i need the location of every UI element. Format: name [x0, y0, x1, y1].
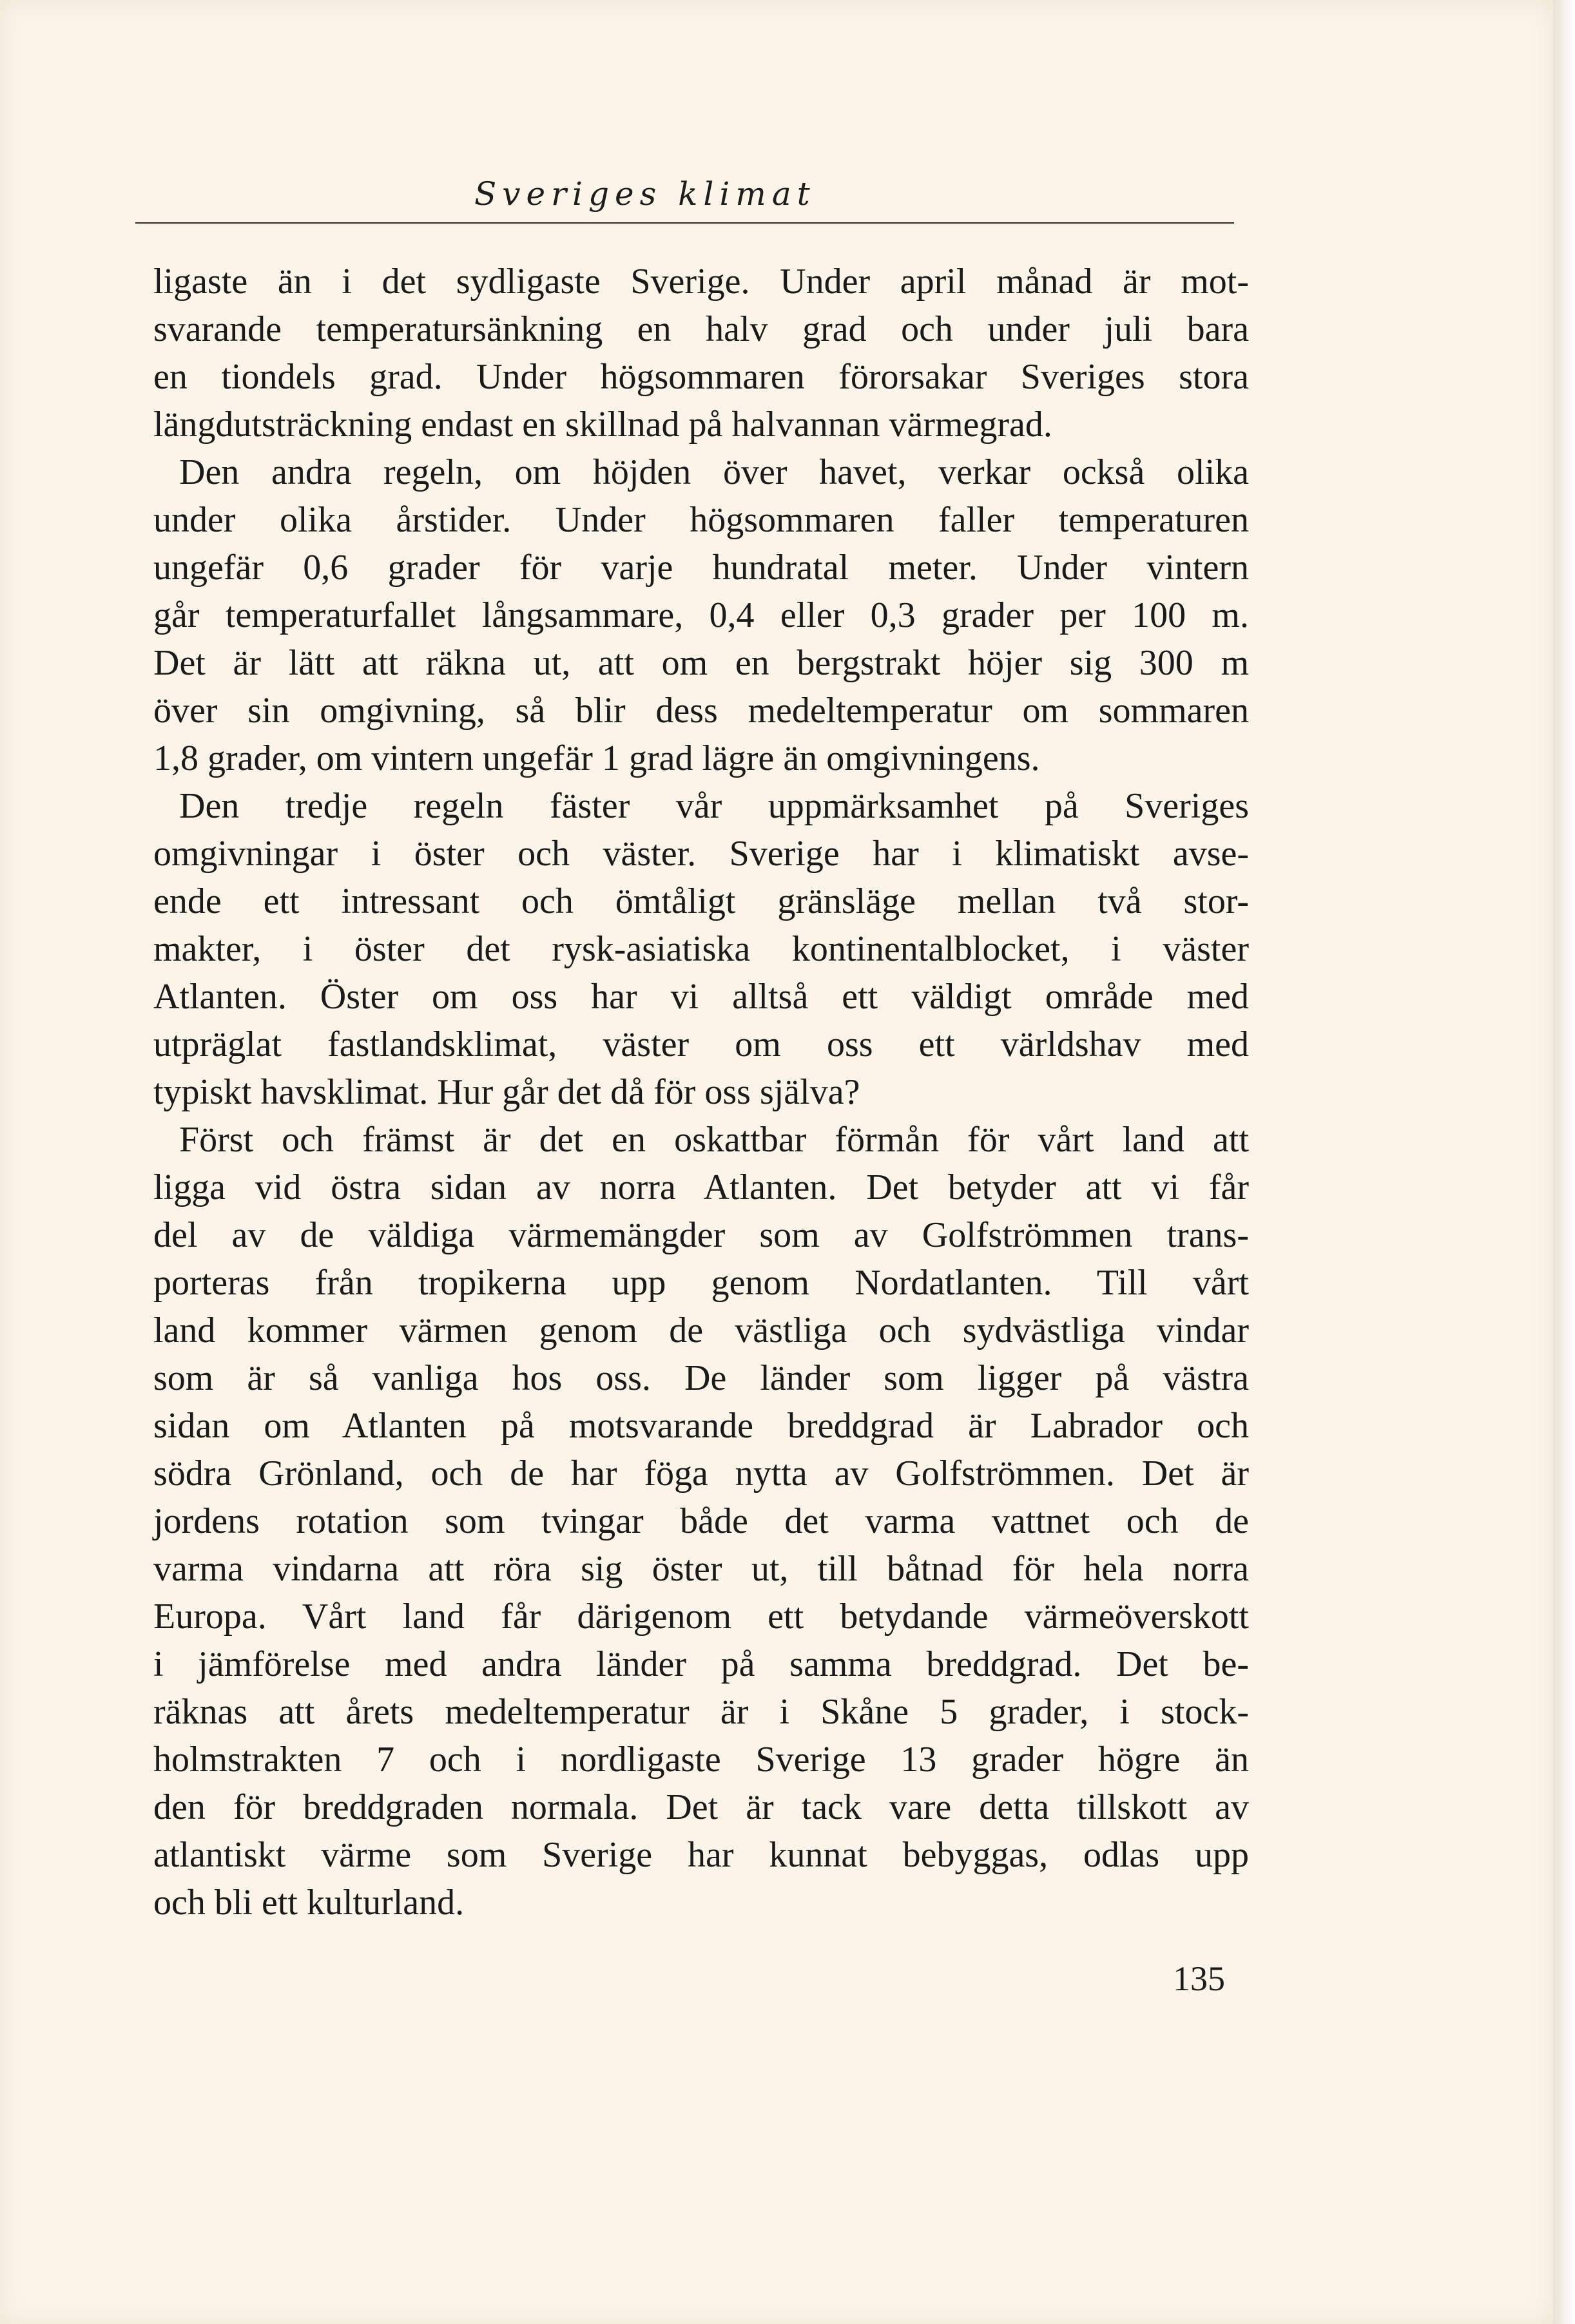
text-line: längdutsträckning endast en skillnad på halvannan värmegrad. [153, 405, 1052, 445]
text-line: under olika årstider. Under högsommaren faller temperaturen [153, 500, 1249, 540]
header-rule [135, 222, 1234, 224]
text-line: ende ett intressant och ömtåligt gränsläge mellan två stor- [153, 881, 1249, 921]
text-line: i jämförelse med andra länder på samma breddgrad. Det be- [153, 1644, 1249, 1684]
text-line: holmstrakten 7 och i nordligaste Sverige 13 grader högre än [153, 1740, 1249, 1780]
text-line: som är så vanliga hos oss. De länder som ligger på västra [153, 1358, 1249, 1398]
text-line: södra Grönland, och de har föga nytta av Golfströmmen. Det är [153, 1454, 1249, 1493]
text-line: Det är lätt att räkna ut, att om en bergstrakt höjer sig 300 m [153, 643, 1249, 683]
text-line: utpräglat fastlandsklimat, väster om oss ett världshav med [153, 1024, 1249, 1064]
text-line: den för breddgraden normala. Det är tack vare detta tillskott av [153, 1787, 1249, 1827]
text-line: omgivningar i öster och väster. Sverige har i klimatiskt avse- [153, 834, 1249, 874]
text-line: Atlanten. Öster om oss har vi alltså ett väldigt område med [153, 977, 1249, 1017]
text-line: varma vindarna att röra sig öster ut, till båtnad för hela norra [153, 1549, 1249, 1589]
text-line: går temperaturfallet långsammare, 0,4 eller 0,3 grader per 100 m. [153, 595, 1249, 635]
text-line: över sin omgivning, så blir dess medeltemperatur om sommaren [153, 691, 1249, 731]
page-number: 135 [1173, 1959, 1225, 1998]
page-edge [1553, 0, 1575, 2324]
text-line: Först och främst är det en oskattbar förmån för vårt land att [179, 1120, 1249, 1160]
text-line: ligga vid östra sidan av norra Atlanten. Det betyder att vi får [153, 1167, 1249, 1207]
text-line: del av de väldiga värmemängder som av Golfströmmen trans- [153, 1215, 1249, 1255]
text-line: makter, i öster det rysk-asiatiska kontinentalblocket, i väster [153, 929, 1249, 969]
text-line: svarande temperatursänkning en halv grad och under juli bara [153, 309, 1249, 349]
body-text [153, 258, 1249, 1926]
text-line: jordens rotation som tvingar både det varma vattnet och de [153, 1501, 1249, 1541]
text-line: Den tredje regeln fäster vår uppmärksamhet på Sveriges [179, 786, 1249, 826]
text-line: sidan om Atlanten på motsvarande breddgrad är Labrador och [153, 1406, 1249, 1446]
text-line: typiskt havsklimat. Hur går det då för oss själva? [153, 1072, 860, 1112]
text-line: ligaste än i det sydligaste Sverige. Under april månad är mot- [153, 262, 1249, 302]
text-line: land kommer värmen genom de västliga och sydvästliga vindar [153, 1311, 1249, 1350]
running-head: Sveriges klimat [474, 175, 816, 213]
text-line: räknas att årets medeltemperatur är i Skåne 5 grader, i stock- [153, 1692, 1249, 1732]
text-line: och bli ett kulturland. [153, 1883, 465, 1923]
text-line: atlantiskt värme som Sverige har kunnat bebyggas, odlas upp [153, 1835, 1249, 1875]
text-line: Europa. Vårt land får därigenom ett betydande värmeöverskott [153, 1597, 1249, 1637]
text-line: Den andra regeln, om höjden över havet, verkar också olika [179, 452, 1249, 492]
text-line: 1,8 grader, om vintern ungefär 1 grad lägre än omgivningens. [153, 738, 1040, 778]
text-line: porteras från tropikerna upp genom Nordatlanten. Till vårt [153, 1263, 1249, 1303]
text-line: en tiondels grad. Under högsommaren förorsakar Sveriges stora [153, 357, 1249, 397]
text-line: ungefär 0,6 grader för varje hundratal meter. Under vintern [153, 548, 1249, 588]
